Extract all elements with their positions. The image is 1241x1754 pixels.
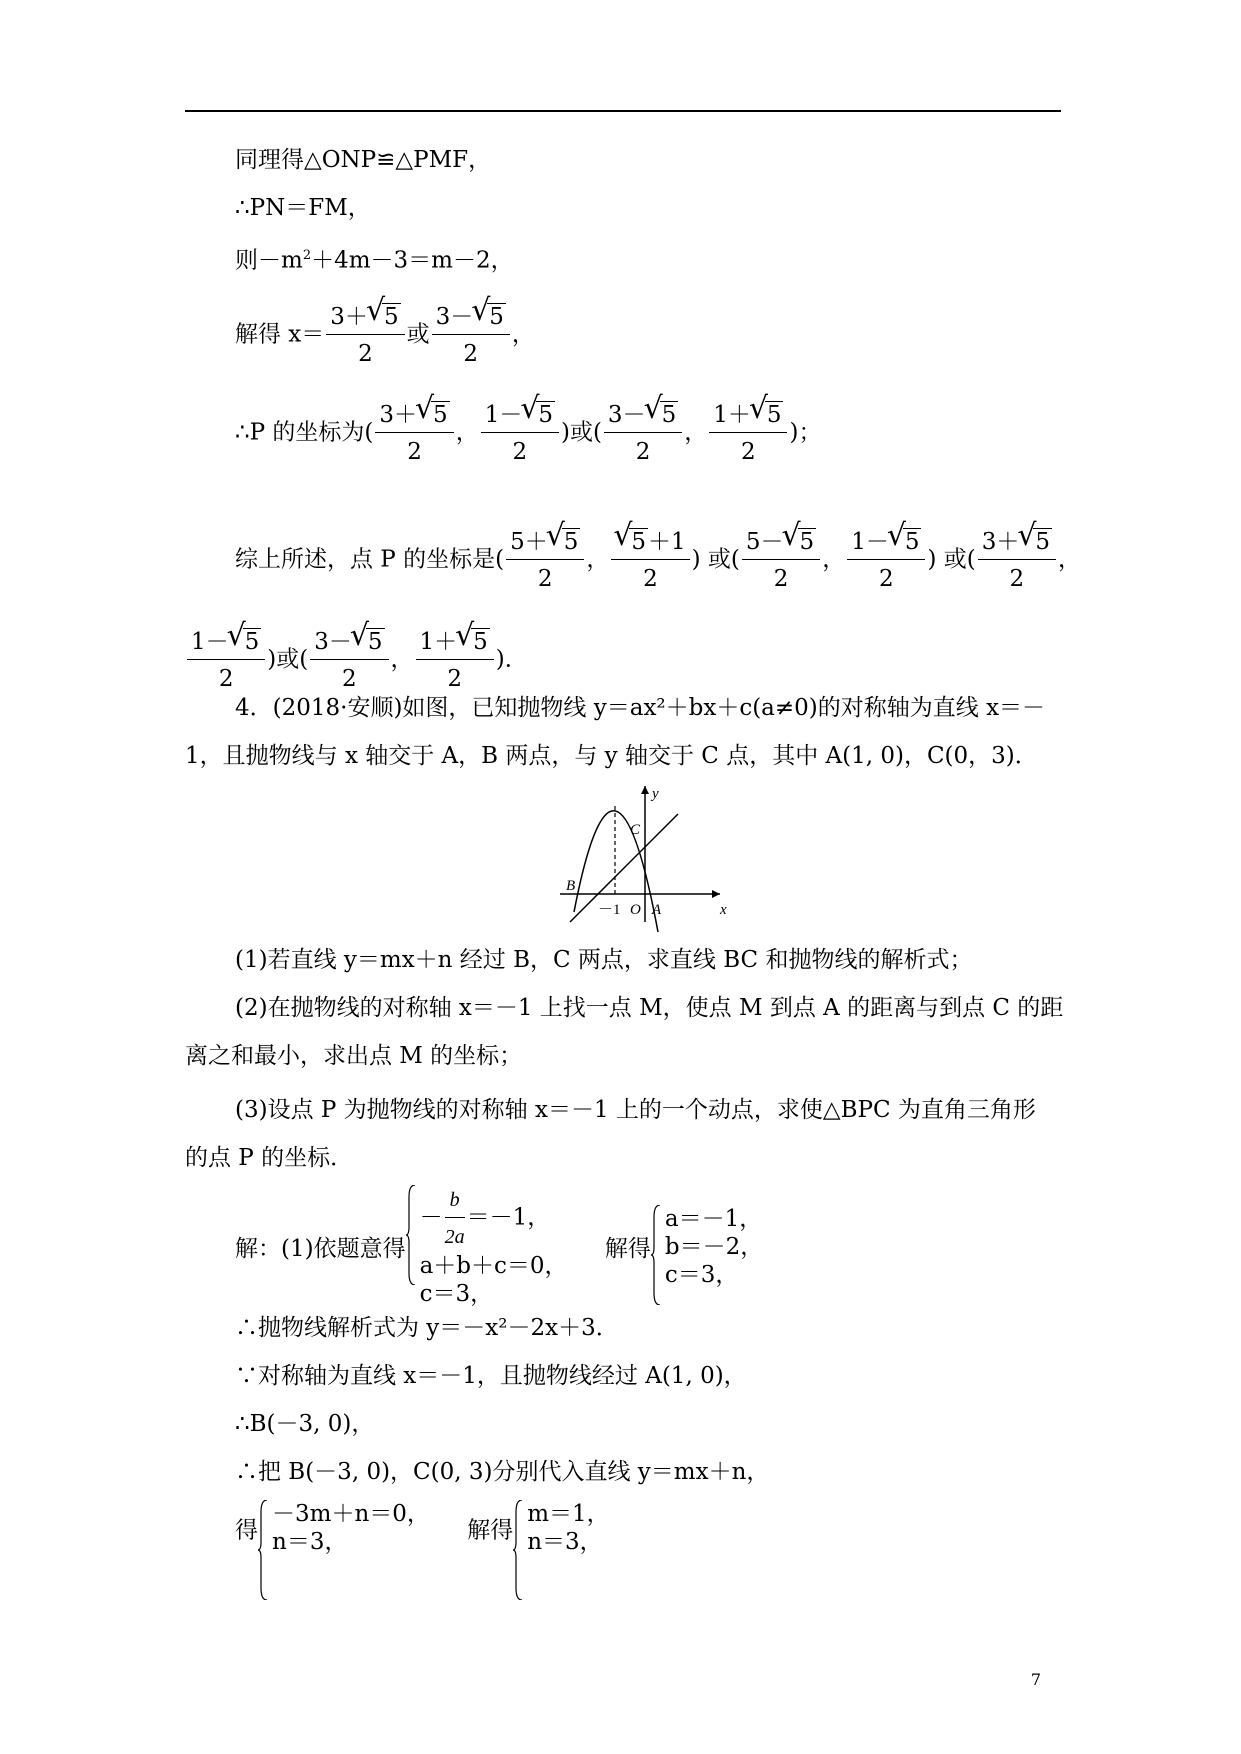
fraction: $\frac{5-√ 5}{2}$ [742, 527, 820, 594]
question-4-line2: 1，且抛物线与 x 轴交于 A，B 两点，与 y 轴交于 C 点，其中 A(1, 0)，C(0，3)． [185, 743, 1038, 769]
label-y: y [652, 786, 659, 802]
line-bc [570, 814, 678, 922]
fraction: $\frac{1-√ 5}{2}$ [481, 400, 559, 467]
summary-line-cont: $\frac{1-√ 5}{2}$ )或( $\frac{3-√ 5}{2}$ ， $\frac{1+√ 5}{2}$ )． [185, 627, 528, 694]
part-3-line2: 的点 P 的坐标． [185, 1145, 354, 1171]
fraction: $\frac{3+√ 5}{2}$ [375, 400, 453, 467]
text-line: 同理得△ONP≌△PMF， [235, 147, 492, 173]
fraction: $\frac{3+√ 5}{2}$ [978, 527, 1056, 594]
text-line: ∴PN＝FM， [235, 195, 371, 221]
solution-text: ∴把 B(－3, 0)，C(0, 3)分别代入直线 y＝mx＋n， [235, 1459, 770, 1485]
part-2-line1: (2)在抛物线的对称轴 x＝－1 上找一点 M，使点 M 到点 A 的距离与到点 C 的距 [235, 995, 1064, 1021]
part-1: (1)若直线 y＝mx＋n 经过 B，C 两点，求直线 BC 和抛物线的解析式； [235, 947, 973, 973]
label-a: A [652, 902, 662, 918]
solution-text: ∵对称轴为直线 x＝－1，且抛物线经过 A(1, 0)， [235, 1363, 747, 1389]
solution-line: 解：(1)依题意得 － $\frac{b}{2a}$ ＝－1， a＋b＋c＝0， c＝3， 解得 a＝－1， b＝－2， c＝3， [235, 1185, 763, 1308]
y-axis-arrow [641, 786, 649, 794]
solution-system-line: 得 －3m＋n＝0， n＝3， 解得 m＝1， n＝3， [235, 1500, 610, 1556]
fraction: √ $\frac{5+1}{2}$ [611, 527, 689, 594]
solution-text: ∴B(－3, 0)， [235, 1411, 375, 1437]
summary-line: 综上所述，点 P 的坐标是( $\frac{5+√ 5}{2}$ ， √ $\frac{5+1}{2}$ ) 或( $\frac{5-√ 5}{2}$ ， $\frac{1-√ 5}{2}$ ) 或( $\frac{3+√ 5}{2}$ ， [235, 527, 1081, 594]
header-rule [185, 110, 1061, 112]
equation-system-1: － $\frac{b}{2a}$ ＝－1， a＋b＋c＝0， c＝3， [406, 1185, 568, 1308]
page-number: 7 [1030, 1670, 1041, 1689]
fraction: $\frac{3-√ 5}{2}$ [604, 400, 682, 467]
label-c: C [630, 822, 641, 838]
text-line: 则$-m^2+4m-3=m-2$， [235, 247, 514, 274]
x-axis-arrow [712, 890, 720, 898]
label-o: O [630, 902, 641, 918]
fraction: $\frac{1-√ 5}{2}$ [187, 627, 265, 694]
label-x: x [720, 902, 727, 918]
solution-text: ∴抛物线解析式为 y＝－x²－2x＋3． [235, 1315, 619, 1341]
part-3-line1: (3)设点 P 为抛物线的对称轴 x＝－1 上的一个动点，求使△BPC 为直角三角形 [235, 1097, 1036, 1123]
label-minus-one: －1 [598, 902, 621, 918]
part-2-line2: 离之和最小，求出点 M 的坐标； [185, 1043, 523, 1069]
equation-system-2: a＝－1， b＝－2， c＝3， [651, 1205, 763, 1289]
label-b: B [566, 878, 576, 894]
fraction: $\frac{5+√ 5}{2}$ [506, 527, 584, 594]
parabola-figure [560, 782, 730, 942]
fraction: $\frac{1+√ 5}{2}$ [709, 400, 787, 467]
fraction: $\frac{1+√ 5}{2}$ [416, 627, 494, 694]
question-4-line1: 4．(2018·安顺)如图，已知抛物线 y＝ax²＋bx＋c(a≠0)的对称轴为直线 x＝－ [235, 695, 1046, 721]
solve-x-line: 解得 x＝ $\frac{3+√ 5}{2}$ 或 $\frac{3-√ 5}{2}$ ， [235, 302, 535, 369]
fraction: $\frac{1-√ 5}{2}$ [847, 527, 925, 594]
p-coordinates-line: ∴P 的坐标为( $\frac{3+√ 5}{2}$ ， $\frac{1-√ 5}{2}$ )或( $\frac{3-√ 5}{2}$ ， $\frac{1+√ 5}{2}$ )； [235, 400, 821, 467]
fraction: $\frac{3-√ 5}{2}$ [432, 302, 510, 369]
fraction: $\frac{3+√ 5}{2}$ [326, 302, 404, 369]
fraction: $\frac{3-√ 5}{2}$ [310, 627, 388, 694]
equation-system-3: －3m＋n＝0， n＝3， [258, 1500, 430, 1556]
equation-system-4: m＝1， n＝3， [513, 1500, 609, 1556]
